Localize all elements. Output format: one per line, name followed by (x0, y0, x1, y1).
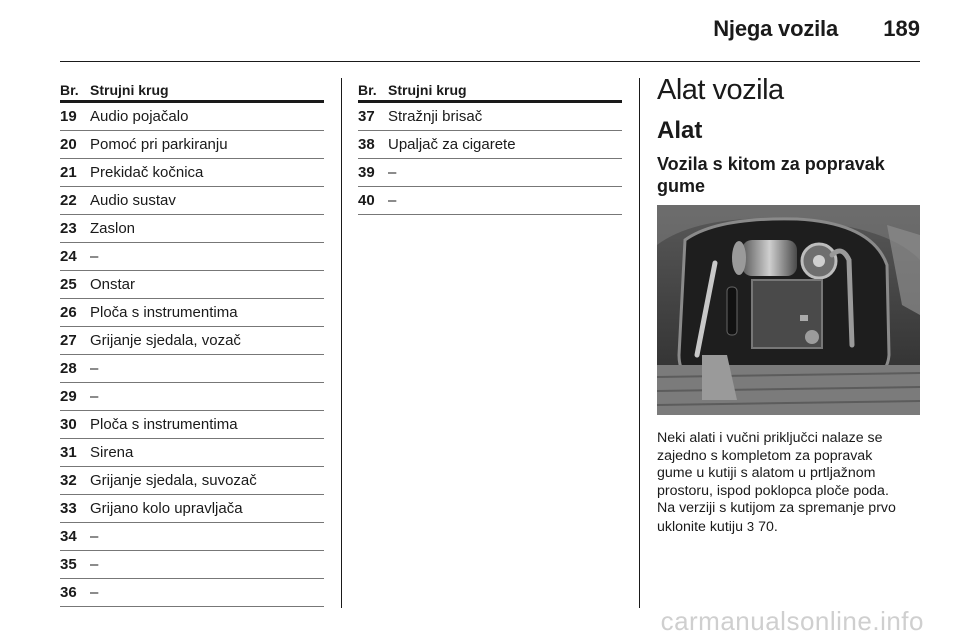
fuse-number: 38 (358, 136, 375, 153)
body-line: prostoru, ispod poklopca ploče poda. (657, 482, 889, 499)
table-row (60, 271, 324, 299)
fuse-number: 28 (60, 360, 77, 377)
table-row (60, 523, 324, 551)
table-row (60, 131, 324, 159)
page-number: 189 (883, 16, 920, 41)
table-row (358, 187, 622, 215)
body-line: gume u kutiji s alatom u prtljažnom (657, 465, 876, 481)
fuse-number: 33 (60, 500, 77, 517)
fuse-number: 30 (60, 416, 77, 433)
header-title: Njega vozila (713, 16, 838, 41)
fuse-number: 26 (60, 304, 77, 321)
section-body (657, 430, 921, 536)
fuse-number: 24 (60, 248, 77, 265)
fuse-number: 19 (60, 108, 77, 125)
watermark: carmanualsonline.info (660, 606, 924, 636)
table-row (60, 355, 324, 383)
fuse-number: 23 (60, 220, 77, 237)
table-row (60, 243, 324, 271)
table-row (60, 579, 324, 607)
table-row (60, 187, 324, 215)
table-row (60, 467, 324, 495)
circuit-name: Prekidač kočnica (90, 164, 204, 181)
table-row (60, 159, 324, 187)
circuit-name: Pomoć pri parkiranju (90, 136, 228, 153)
circuit-name: Onstar (90, 276, 136, 293)
table-row (358, 103, 622, 131)
circuit-name: Ploča s instrumentima (90, 416, 238, 433)
fuse-number: 29 (60, 388, 77, 405)
column-header-no: Br. (60, 82, 79, 98)
circuit-name: Grijanje sjedala, vozač (90, 332, 241, 349)
fuse-number: 27 (60, 332, 77, 349)
body-line: Neki alati i vučni priključci nalaze se (657, 430, 883, 446)
tire-repair-kit-photo (657, 205, 920, 415)
circuit-name: Audio pojačalo (90, 108, 189, 125)
circuit-name: Stražnji brisač (388, 108, 483, 125)
fuse-number: 34 (60, 528, 77, 545)
column-header-circuit: Strujni krug (388, 82, 467, 98)
table-row (60, 215, 324, 243)
fuse-number: 21 (60, 164, 77, 181)
table-row (60, 551, 324, 579)
circuit-name: Audio sustav (90, 192, 176, 209)
body-line-last-text: uklonite kutiju (657, 518, 743, 535)
circuit-name: – (90, 388, 99, 405)
circuit-name: – (388, 192, 397, 209)
column-divider (341, 78, 342, 608)
circuit-name: Ploča s instrumentima (90, 304, 238, 321)
table-header (60, 80, 324, 103)
fuse-number: 35 (60, 556, 77, 573)
table-row (60, 103, 324, 131)
fuse-table-left (60, 80, 324, 607)
circuit-name: Zaslon (90, 220, 136, 237)
circuit-name: – (90, 248, 99, 265)
circuit-name: Grijanje sjedala, suvozač (90, 472, 257, 489)
circuit-name: – (388, 164, 397, 181)
section-title: Alat vozila (657, 74, 784, 106)
fuse-number: 31 (60, 444, 77, 461)
table-row (60, 439, 324, 467)
table-body (358, 103, 622, 215)
table-body (60, 103, 324, 607)
table-row (60, 327, 324, 355)
column-header-no: Br. (358, 82, 377, 98)
table-row (60, 299, 324, 327)
circuit-name: Grijano kolo upravljača (90, 500, 243, 517)
header-rule (60, 61, 920, 62)
column-divider (639, 78, 640, 608)
reference-link[interactable]: 70. (758, 518, 778, 535)
section-heading: Vozila s kitom za popravak gume (657, 154, 885, 196)
table-row (60, 383, 324, 411)
fuse-number: 32 (60, 472, 77, 489)
circuit-name: – (90, 528, 99, 545)
circuit-name: – (90, 556, 99, 573)
fuse-table-right (358, 80, 622, 215)
body-line: Na verziji s kutijom za spremanje prvo (657, 500, 896, 516)
fuse-number: 22 (60, 192, 77, 209)
page-reference-icon: 3 (746, 518, 755, 534)
body-line: zajedno s kompletom za popravak (657, 447, 873, 464)
fuse-number: 40 (358, 192, 375, 209)
table-header (358, 80, 622, 103)
circuit-name: – (90, 584, 99, 601)
table-row (60, 495, 324, 523)
fuse-number: 39 (358, 164, 375, 181)
body-line-last (657, 518, 921, 537)
fuse-number: 37 (358, 108, 375, 125)
column-header-circuit: Strujni krug (90, 82, 169, 98)
section-subtitle: Alat (657, 117, 703, 144)
table-row (358, 159, 622, 187)
tire-repair-kit-illustration (657, 205, 920, 415)
circuit-name: Upaljač za cigarete (388, 136, 516, 153)
circuit-name: Sirena (90, 444, 134, 461)
table-row (358, 131, 622, 159)
circuit-name: – (90, 360, 99, 377)
fuse-number: 25 (60, 276, 77, 293)
fuse-number: 36 (60, 584, 77, 601)
table-row (60, 411, 324, 439)
fuse-number: 20 (60, 136, 77, 153)
